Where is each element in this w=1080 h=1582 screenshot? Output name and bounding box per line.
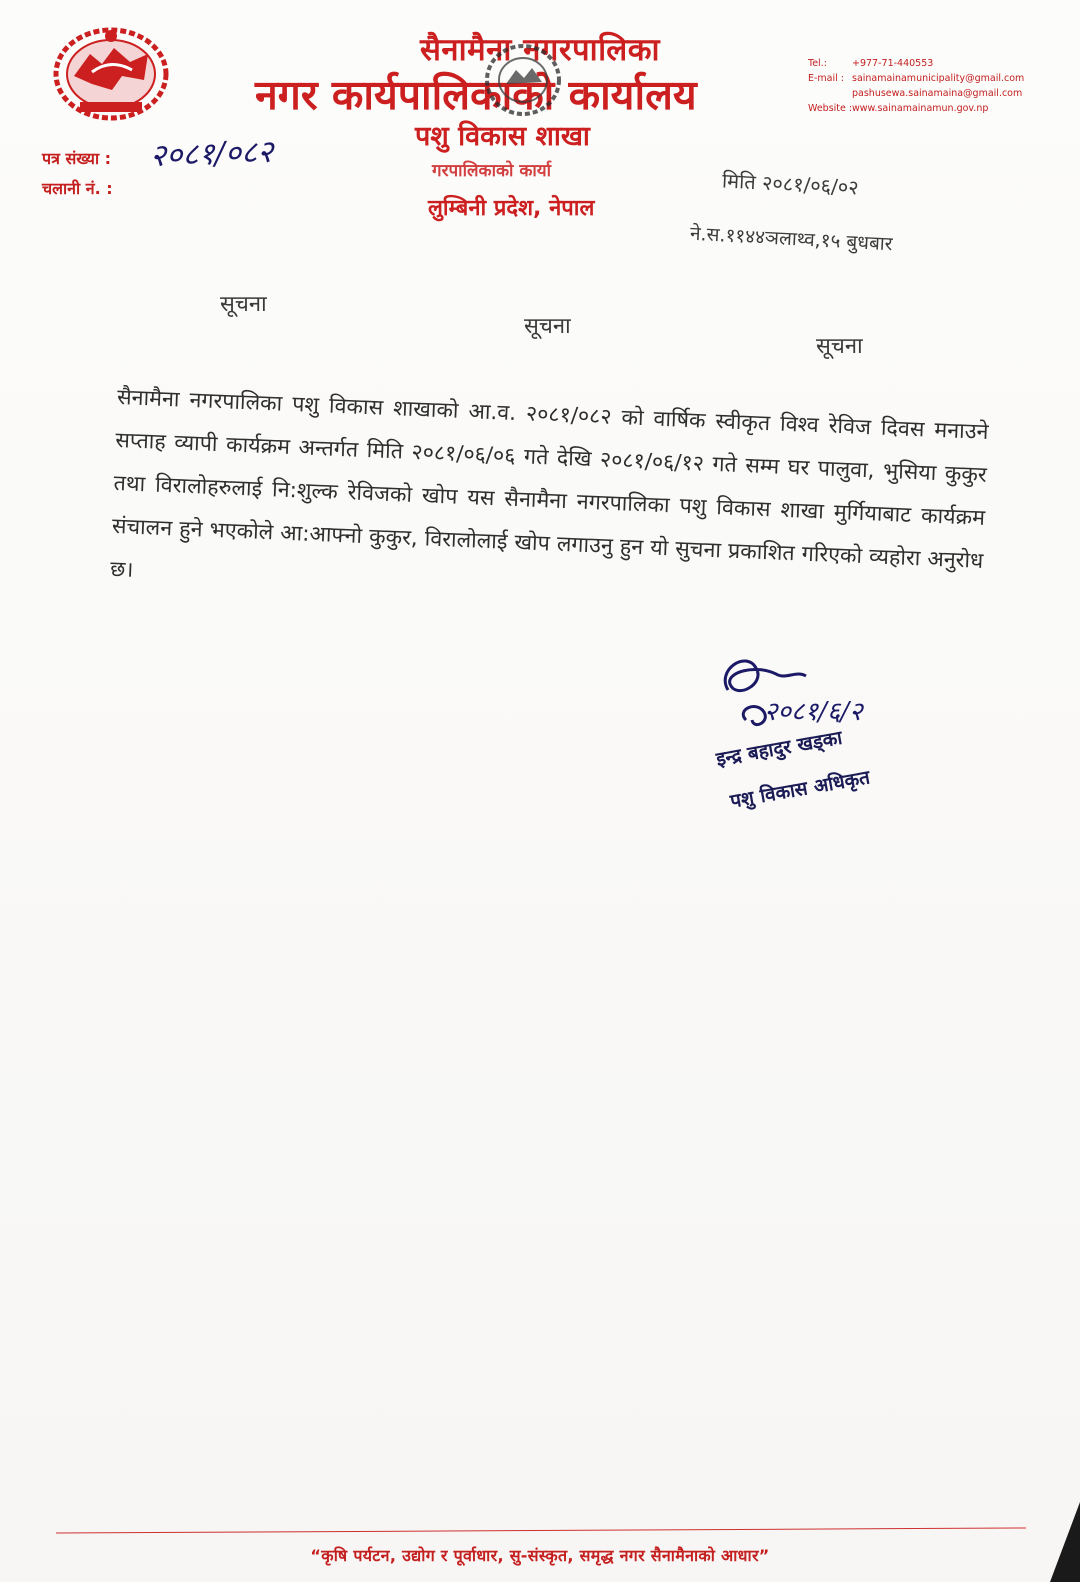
notice-heading-2: सूचना <box>524 314 571 339</box>
contact-block <box>808 56 1024 116</box>
signatory-title: पशु विकास अधिकृत <box>728 766 872 813</box>
notice-heading-1: सूचना <box>220 292 267 317</box>
scan-corner-shadow <box>1050 1502 1080 1582</box>
email-value-2: pashusewa.sainamaina@gmail.com <box>852 88 1023 99</box>
letter-no-handwritten: २०८१/०८२ <box>149 133 274 175</box>
seal-text: गरपालिकाको कार्या <box>432 161 552 181</box>
website-value: www.sainamainamun.gov.np <box>852 103 989 114</box>
municipality-name: सैनामैना नगरपालिका <box>419 32 661 68</box>
website-label: Website : <box>808 103 853 114</box>
date-bs: मिति २०८१/०६/०२ <box>721 168 860 200</box>
footer-divider <box>56 1527 1026 1533</box>
branch-name: पशु विकास शाखा <box>415 121 590 152</box>
reference-labels <box>42 144 113 204</box>
tel-value: +977-71-440553 <box>852 58 934 69</box>
email-label: E-mail : <box>808 73 845 84</box>
signatory-name: इन्द्र बहादुर खड्का <box>714 726 844 771</box>
tel-label: Tel.: <box>808 58 827 69</box>
notice-heading-3: सूचना <box>816 334 863 359</box>
office-seal-icon <box>478 40 568 160</box>
office-name: नगर कार्यपालिकाको कार्यालय <box>255 71 697 119</box>
signature-block <box>706 650 946 840</box>
email-value-1: sainamainamunicipality@gmail.com <box>852 73 1025 84</box>
date-nepal-sambat: ने.स.११४४ञलाथ्व,१५ बुधबार <box>689 222 894 256</box>
dispatch-no-label: चलानी नं. : <box>42 179 113 198</box>
letter-no-label: पत्र संख्या : <box>42 149 112 168</box>
footer-motto: “कृषि पर्यटन, उद्योग र पूर्वाधार, सु-संस्कृत, समृद्ध नगर सैनामैनाको आधार” <box>310 1546 770 1565</box>
province-name: लुम्बिनी प्रदेश, नेपाल <box>428 196 595 221</box>
signature-date: २०८१/६/२ <box>764 697 863 727</box>
notice-body: सैनामैना नगरपालिका पशु विकास शाखाको आ.व. २०८१/०८२ को वार्षिक स्वीकृत विश्व रेविज दिवस मनाउने सप्ताह व्यापी कार्यक्रम अन्तर्गत मिति २०८१/०६/०६ गते देखि २०८१/०६/१२ गते सम्म घर पालुवा, भुसिया कुकुर तथा विरालोहरुलाई नि:शुल्क रेविजको खोप यस सैनामैना नगरपालिका पशु विकास शाखा मुर्गियाबाट कार्यक्रम संचालन हुने भएकोले आ:आफ्नो कुकुर, विरालोलाई खोप लगाउनु हुन यो सुचना प्रकाशित गरिएको व्यहोरा अनुरोध छ। <box>109 384 989 583</box>
